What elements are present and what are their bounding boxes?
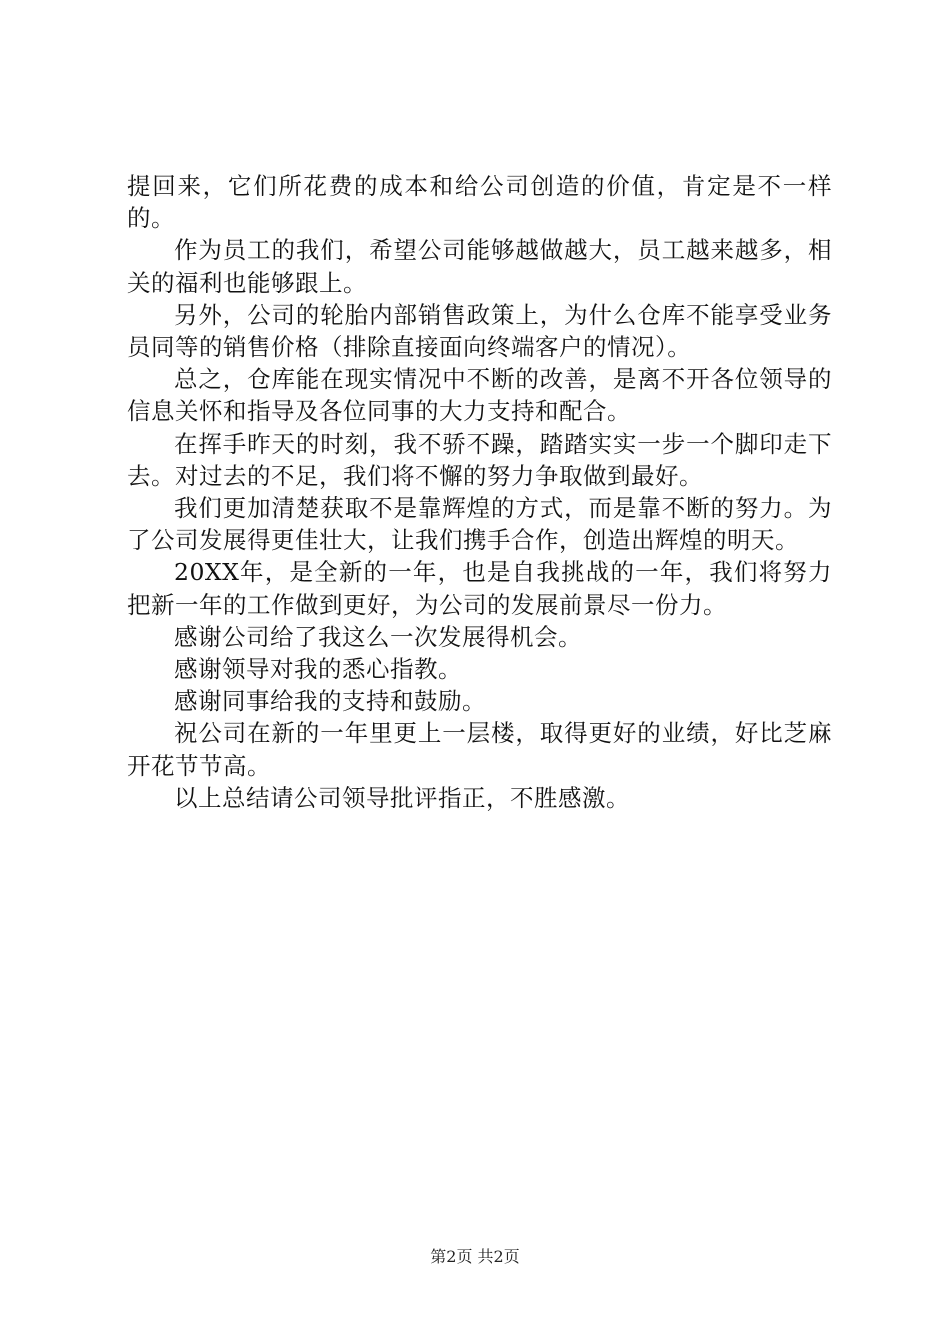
page-footer: 第2页 共2页 <box>430 1247 520 1266</box>
paragraph: 作为员工的我们，希望公司能够越做越大，员工越来越多，相关的福利也能够跟上。 <box>127 236 832 297</box>
paragraph: 以上总结请公司领导批评指正，不胜感激。 <box>174 783 630 812</box>
paragraph: 我们更加清楚获取不是靠辉煌的方式，而是靠不断的努力。为了公司发展得更佳壮大，让我们携手合作，创造出辉煌的明天。 <box>127 494 832 555</box>
paragraph: 感谢领导对我的悉心指教。 <box>174 655 462 684</box>
paragraph: 20XX年，是全新的一年，也是自我挑战的一年，我们将努力把新一年的工作做到更好，为公司的发展前景尽一份力。 <box>127 558 832 619</box>
paragraph: 提回来，它们所花费的成本和给公司创造的价值，肯定是不一样的。 <box>127 172 832 233</box>
paragraph: 总之，仓库能在现实情况中不断的改善，是离不开各位领导的信息关怀和指导及各位同事的大力支持和配合。 <box>127 365 832 426</box>
paragraph: 在挥手昨天的时刻，我不骄不躁，踏踏实实一步一个脚印走下去。对过去的不足，我们将不懈的努力争取做到最好。 <box>127 429 832 490</box>
paragraph: 感谢公司给了我这么一次发展得机会。 <box>174 622 582 651</box>
document-body <box>127 170 832 814</box>
paragraph: 另外，公司的轮胎内部销售政策上，为什么仓库不能享受业务员同等的销售价格（排除直接面向终端客户的情况）。 <box>127 300 832 362</box>
paragraph: 感谢同事给我的支持和鼓励。 <box>174 687 486 716</box>
paragraph: 祝公司在新的一年里更上一层楼，取得更好的业绩，好比芝麻开花节节高。 <box>127 719 832 780</box>
